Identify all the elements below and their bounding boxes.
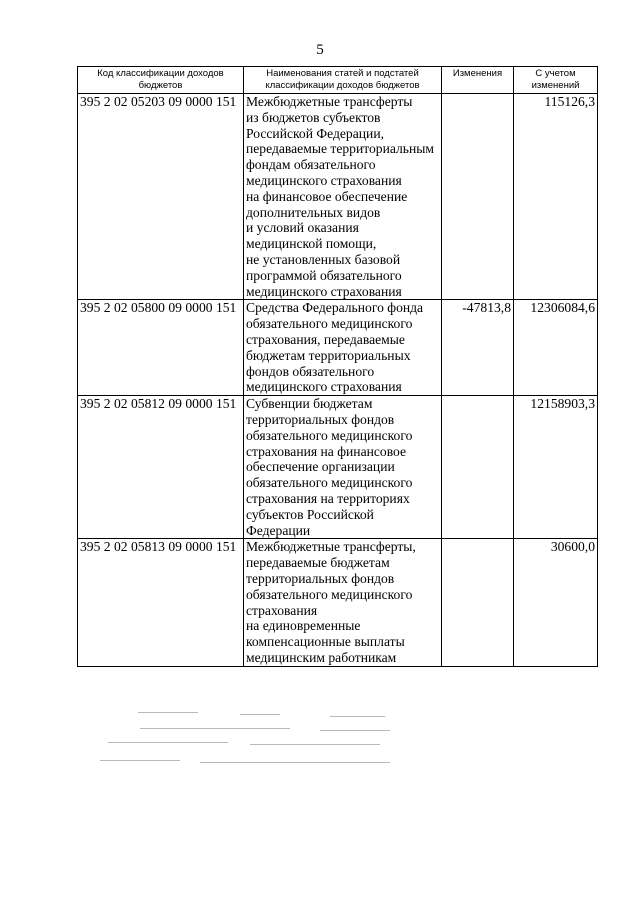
name-line: передаваемые бюджетам (246, 555, 390, 571)
name-line: Субвенции бюджетам (246, 396, 373, 412)
name-line: компенсационные выплаты (246, 634, 405, 650)
header-name: Наименования статей и подстатей классификации доходов бюджетов (244, 67, 442, 94)
table-row (78, 300, 598, 396)
row-name (244, 300, 442, 396)
row-code: 395 2 02 05203 09 0000 151 (78, 94, 244, 300)
name-line: страхования, передаваемые (246, 331, 405, 347)
name-line: территориальных фондов (246, 411, 395, 427)
row-code: 395 2 02 05813 09 0000 151 (78, 539, 244, 666)
name-line: медицинского страхования (246, 379, 402, 395)
table-row (78, 539, 598, 666)
row-total: 12158903,3 (514, 396, 598, 539)
table-row (78, 396, 598, 539)
name-line: и условий оказания (246, 220, 359, 236)
row-name (244, 539, 442, 666)
name-line: Средства Федерального фонда (246, 300, 424, 316)
name-line: Федерации (246, 522, 311, 538)
header-code: Код классификации доходов бюджетов (78, 67, 244, 94)
name-line: обязательного медицинского (246, 427, 413, 443)
name-line: программой обязательного (246, 267, 402, 283)
row-name (244, 94, 442, 300)
name-line: на финансовое обеспечение (246, 188, 408, 204)
table-header-row (78, 67, 598, 94)
name-line: не установленных базовой (246, 251, 401, 267)
name-line: передаваемые территориальным (246, 141, 435, 157)
row-code: 395 2 02 05800 09 0000 151 (78, 300, 244, 396)
name-line: медицинским работникам (246, 649, 397, 665)
name-line: страхования на финансовое (246, 443, 407, 459)
name-line: обеспечение организации (246, 459, 395, 475)
row-changes (442, 396, 514, 539)
name-line: страхования на территориях (246, 490, 410, 506)
name-line: обязательного медицинского (246, 475, 413, 491)
row-code: 395 2 02 05812 09 0000 151 (78, 396, 244, 539)
name-line: медицинского страхования (246, 172, 402, 188)
name-line: Межбюджетные трансферты (246, 94, 413, 109)
row-total: 115126,3 (514, 94, 598, 300)
header-changes: Изменения (442, 67, 514, 94)
name-line: фондов обязательного (246, 363, 375, 379)
name-line: дополнительных видов (246, 204, 381, 220)
name-line: медицинского страхования (246, 283, 402, 299)
name-line: Межбюджетные трансферты, (246, 539, 416, 555)
name-line: медицинской помощи, (246, 236, 377, 252)
name-line: бюджетам территориальных (246, 347, 411, 363)
row-total: 30600,0 (514, 539, 598, 666)
name-line: обязательного медицинского (246, 316, 413, 332)
table-row (78, 94, 598, 300)
header-total: С учетом изменений (514, 67, 598, 94)
row-name (244, 396, 442, 539)
row-total: 12306084,6 (514, 300, 598, 396)
name-line: Российской Федерации, (246, 125, 384, 141)
row-changes (442, 94, 514, 300)
row-changes (442, 539, 514, 666)
row-changes: -47813,8 (442, 300, 514, 396)
name-line: на единовременные (246, 618, 361, 634)
revenue-classification-table (77, 66, 598, 667)
name-line: территориальных фондов (246, 570, 395, 586)
name-line: обязательного медицинского (246, 586, 413, 602)
name-line: страхования (246, 602, 318, 618)
name-line: фондам обязательного (246, 157, 376, 173)
name-line: из бюджетов субъектов (246, 109, 381, 125)
name-line: субъектов Российской (246, 506, 374, 522)
page-number: 5 (316, 42, 324, 58)
